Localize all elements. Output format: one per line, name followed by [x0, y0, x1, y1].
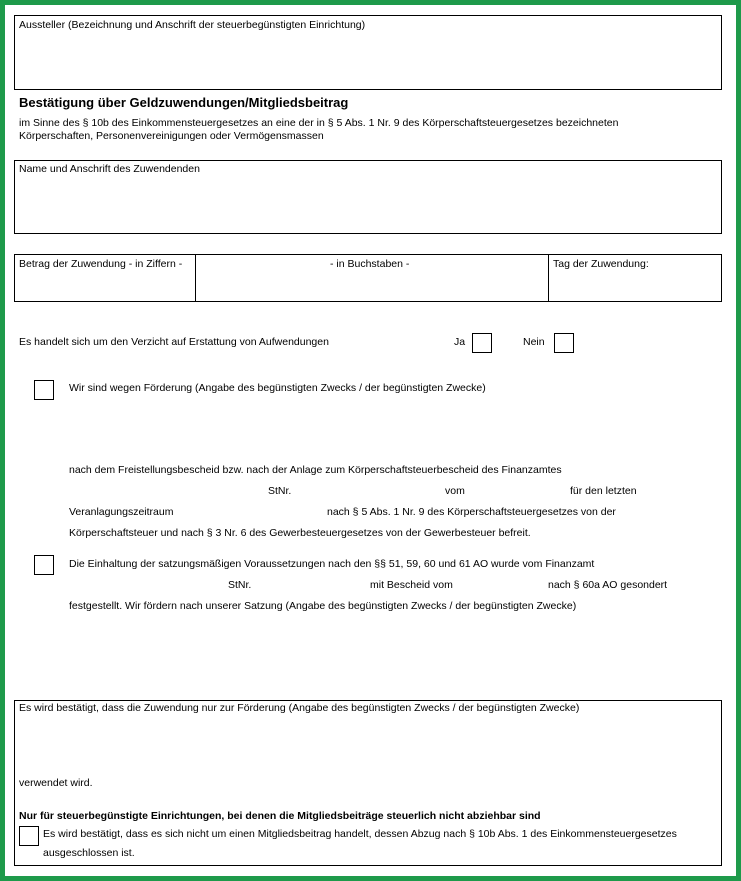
- yes-checkbox[interactable]: [472, 333, 492, 353]
- donor-label: Name und Anschrift des Zuwendenden: [19, 163, 200, 175]
- amount-digits-field[interactable]: [14, 254, 196, 302]
- exemption-stnr: StNr.: [268, 485, 292, 497]
- subtitle-line-1: im Sinne des § 10b des Einkommensteuergesetzes an eine der in § 5 Abs. 1 Nr. 9 des Körperschaftsteuergesetzes bezeichneten: [19, 117, 619, 129]
- donation-date-label: Tag der Zuwendung:: [553, 258, 649, 270]
- exemption-fuer-letzten: für den letzten: [570, 485, 637, 497]
- waiver-text: Es handelt sich um den Verzicht auf Erstattung von Aufwendungen: [19, 336, 329, 348]
- no-checkbox[interactable]: [554, 333, 574, 353]
- exemption-vom: vom: [445, 485, 465, 497]
- used-label: verwendet wird.: [19, 777, 93, 789]
- exemption-line-2: nach dem Freistellungsbescheid bzw. nach der Anlage zum Körperschaftsteuerbescheid des Finanzamtes: [69, 464, 562, 476]
- statute-line-3: festgestellt. Wir fördern nach unserer Satzung (Angabe des begünstigten Zwecks / der begünstigten Zwecke): [69, 600, 577, 612]
- exemption-nach-5: nach § 5 Abs. 1 Nr. 9 des Körperschaftsteuergesetzes von der: [327, 506, 616, 518]
- amount-words-label: - in Buchstaben -: [330, 258, 410, 270]
- membership-checkbox[interactable]: [19, 826, 39, 846]
- no-label: Nein: [523, 336, 545, 348]
- statute-line-1: Die Einhaltung der satzungsmäßigen Voraussetzungen nach den §§ 51, 59, 60 und 61 AO wurde vom Finanzamt: [69, 558, 595, 570]
- subtitle-line-2: Körperschaften, Personenvereinigungen oder Vermögensmassen: [19, 130, 324, 142]
- exemption-veranlagung: Veranlagungszeitraum: [69, 506, 174, 518]
- donor-field[interactable]: [14, 160, 722, 234]
- membership-note-line-2: ausgeschlossen ist.: [43, 847, 135, 859]
- yes-label: Ja: [454, 336, 466, 348]
- exemption-line-1: Wir sind wegen Förderung (Angabe des begünstigten Zwecks / der begünstigten Zwecke): [69, 382, 486, 394]
- donation-date-field[interactable]: [548, 254, 722, 302]
- statute-stnr: StNr.: [228, 579, 252, 591]
- page-title: Bestätigung über Geldzuwendungen/Mitgliedsbeitrag: [19, 95, 349, 110]
- amount-digits-label: Betrag der Zuwendung - in Ziffern -: [19, 258, 183, 270]
- issuer-field[interactable]: [14, 15, 722, 90]
- confirmation-label: Es wird bestätigt, dass die Zuwendung nur zur Förderung (Angabe des begünstigten Zwecks / der begünstigten Zwecke): [19, 702, 580, 714]
- amount-words-field[interactable]: [195, 254, 549, 302]
- confirmation-field[interactable]: [14, 700, 722, 866]
- membership-note-heading: Nur für steuerbegünstigte Einrichtungen, bei denen die Mitgliedsbeiträge steuerlich nicht abziehbar sind: [19, 810, 541, 822]
- statute-nach-60a: nach § 60a AO gesondert: [548, 579, 668, 591]
- membership-note-line-1: Es wird bestätigt, dass es sich nicht um einen Mitgliedsbeitrag handelt, dessen Abzug nach § 10b Abs. 1 des Einkommensteuergesetzes: [43, 828, 677, 840]
- statute-checkbox[interactable]: [34, 555, 54, 575]
- issuer-label: Aussteller (Bezeichnung und Anschrift der steuerbegünstigten Einrichtung): [19, 19, 366, 31]
- statute-mit-bescheid: mit Bescheid vom: [370, 579, 453, 591]
- exemption-checkbox[interactable]: [34, 380, 54, 400]
- exemption-line-4: Körperschaftsteuer und nach § 3 Nr. 6 des Gewerbesteuergesetzes von der Gewerbesteuer befreit.: [69, 527, 531, 539]
